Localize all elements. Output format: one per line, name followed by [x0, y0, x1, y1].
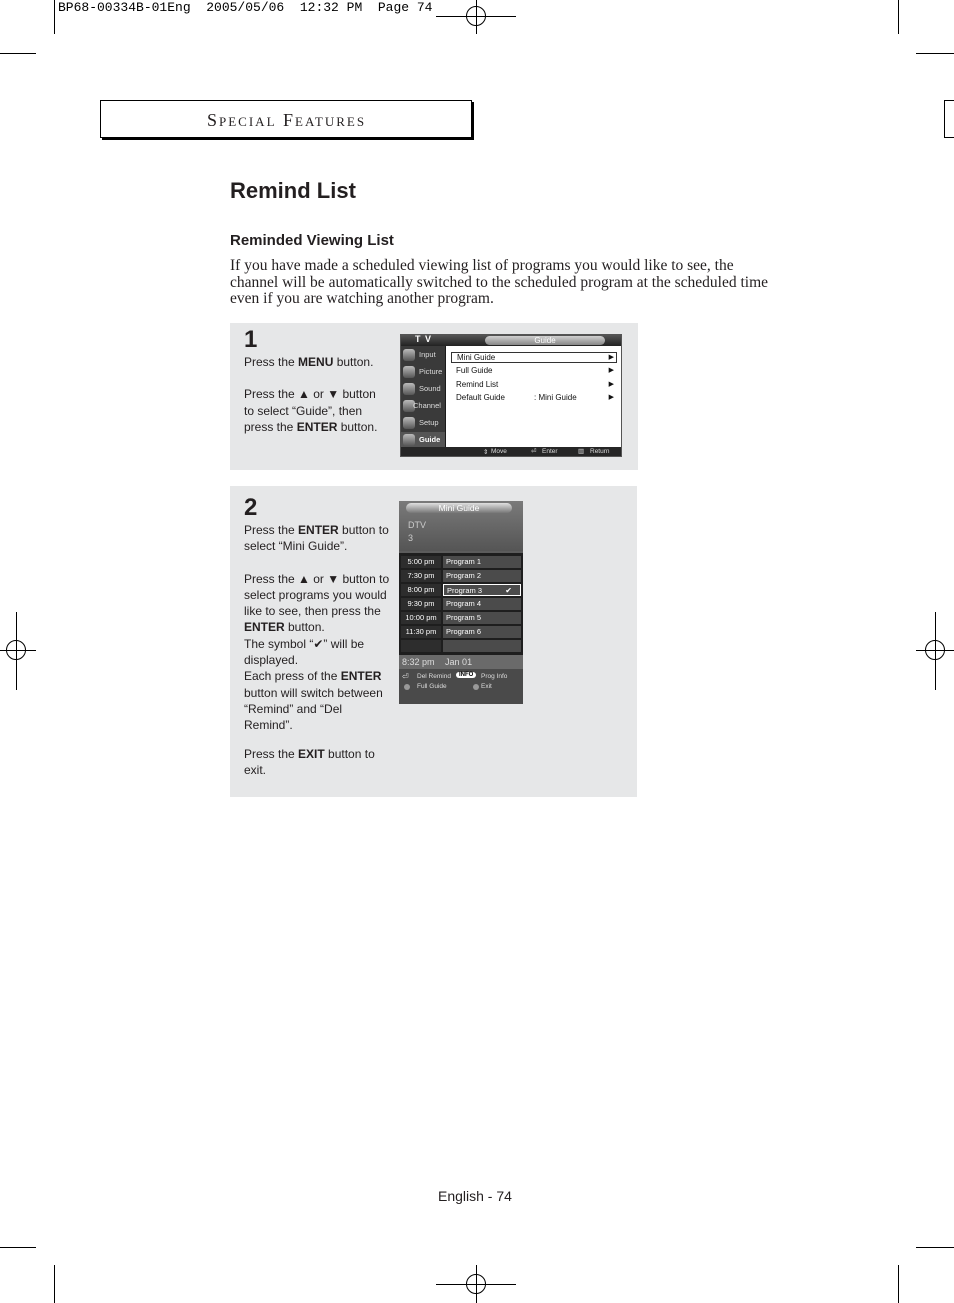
- program-list: [399, 553, 523, 655]
- section-header: Special Features: [207, 110, 367, 130]
- tv-label: T V: [415, 334, 433, 344]
- time-slot: 9:30 pm: [401, 598, 441, 610]
- time-slot: 11:30 pm: [401, 626, 441, 638]
- time-slot: 7:30 pm: [401, 570, 441, 582]
- mini-guide-screen: [399, 501, 523, 704]
- menu-item-default-guide[interactable]: Default Guide : Mini Guide ▶: [456, 393, 614, 402]
- program-item[interactable]: Program 5: [443, 612, 521, 624]
- sound-icon: [403, 383, 415, 395]
- print-header: BP68-00334B-01Eng 2005/05/06 12:32 PM Page 74: [58, 0, 433, 15]
- program-item-selected[interactable]: Program 3 ✔: [443, 584, 521, 596]
- mini-guide-header: [399, 501, 523, 551]
- picture-icon: [403, 366, 415, 378]
- registration-mark: [925, 640, 945, 660]
- input-icon: [403, 349, 415, 361]
- page-title: Remind List: [230, 178, 356, 203]
- help-enter: Enter: [542, 448, 558, 455]
- section-header-box: [100, 100, 472, 138]
- button-dot-icon: [473, 684, 479, 690]
- clock-bar: [399, 655, 523, 669]
- page-tab-mark: [944, 100, 954, 138]
- crop-mark: [0, 53, 36, 54]
- legend-full-guide: Full Guide: [417, 683, 447, 690]
- page-footer: English - 74: [438, 1188, 512, 1204]
- arrow-right-icon: ▶: [608, 354, 614, 361]
- menu-item-mini-guide[interactable]: Mini Guide ▶: [451, 352, 617, 363]
- intro-paragraph: If you have made a scheduled viewing list of programs you would like to see, the channel will be automatically switched to the scheduled program at the scheduled time even if you are watching another program.: [230, 257, 769, 307]
- crop-mark: [54, 1265, 55, 1303]
- sidebar-item-sound[interactable]: Sound: [401, 381, 445, 397]
- setup-icon: [403, 417, 415, 429]
- time-slot-empty: [401, 640, 441, 652]
- legend-prog-info: Prog Info: [481, 673, 508, 680]
- time-slot: 10:00 pm: [401, 612, 441, 624]
- menu-item-full-guide[interactable]: Full Guide ▶: [456, 366, 614, 375]
- time-slot: 5:00 pm: [401, 556, 441, 568]
- tv-menu-help-bar: [401, 447, 621, 457]
- program-item[interactable]: Program 4: [443, 598, 521, 610]
- crop-mark: [54, 0, 55, 34]
- registration-mark: [6, 640, 26, 660]
- help-return: Return: [590, 448, 610, 455]
- arrow-right-icon: ▶: [608, 367, 614, 374]
- sidebar-item-input[interactable]: Input: [401, 347, 445, 363]
- registration-mark: [466, 1274, 486, 1294]
- mini-guide-legend: [399, 669, 523, 704]
- crop-mark: [0, 1247, 36, 1248]
- crop-mark: [898, 1265, 899, 1303]
- crop-mark: [916, 53, 954, 54]
- channel-type: DTV: [408, 520, 426, 530]
- tv-menu-screen: [400, 334, 622, 457]
- button-dot-icon: [404, 684, 410, 690]
- sidebar-item-channel[interactable]: Channel: [401, 398, 445, 414]
- program-item[interactable]: Program 6: [443, 626, 521, 638]
- sidebar-item-picture[interactable]: Picture: [401, 364, 445, 380]
- legend-exit: Exit: [481, 683, 492, 690]
- registration-mark: [466, 6, 486, 26]
- mini-guide-tab: Mini Guide: [406, 503, 512, 513]
- crop-mark: [916, 1247, 954, 1248]
- guide-icon: [403, 434, 415, 446]
- clock-date: Jan 01: [445, 657, 473, 667]
- arrow-right-icon: ▶: [608, 381, 614, 388]
- time-slot: 8:00 pm: [401, 584, 441, 596]
- step-2-number: 2: [244, 494, 258, 521]
- program-item[interactable]: Program 2: [443, 570, 521, 582]
- clock-time: 8:32 pm: [402, 657, 435, 667]
- sidebar-item-guide[interactable]: Guide: [401, 432, 445, 448]
- tab-guide[interactable]: Guide: [485, 336, 605, 345]
- tv-menu-sidebar: [401, 346, 445, 449]
- arrow-right-icon: ▶: [608, 394, 614, 401]
- enter-icon: ⏎: [402, 672, 409, 681]
- menu-item-remind-list[interactable]: Remind List ▶: [456, 380, 614, 389]
- program-item-empty: [443, 640, 521, 652]
- crop-mark: [898, 0, 899, 34]
- step-1-number: 1: [244, 326, 258, 353]
- enter-icon: ⏎: [531, 448, 537, 455]
- legend-del-remind: Del Remind: [417, 673, 451, 680]
- sidebar-item-setup[interactable]: Setup: [401, 415, 445, 431]
- tv-menu-topbar: [401, 335, 621, 346]
- step-2-instructions: Press the ENTER button to select “Mini Guide”. Press the ▲ or ▼ button to select programs you would like to see, then press the ENTER button. The symbol “✔” will be displayed. Each press of the ENTER button will switch between “Remind” and “Del Remind”. Press the EXIT button to exit.: [244, 523, 390, 777]
- return-icon: ▥: [578, 448, 585, 455]
- check-icon: ✔: [505, 586, 512, 595]
- help-move: Move: [491, 448, 507, 455]
- tv-menu-list: [446, 346, 622, 449]
- program-item[interactable]: Program 1: [443, 556, 521, 568]
- step-1-instructions: Press the MENU button. Press the ▲ or ▼ button to select “Guide”, then press the ENTER button.: [244, 355, 378, 434]
- section-subtitle: Reminded Viewing List: [230, 232, 394, 249]
- channel-number: 3: [408, 533, 414, 543]
- move-icon: ⇕: [483, 449, 489, 456]
- info-badge: INFO: [456, 672, 476, 678]
